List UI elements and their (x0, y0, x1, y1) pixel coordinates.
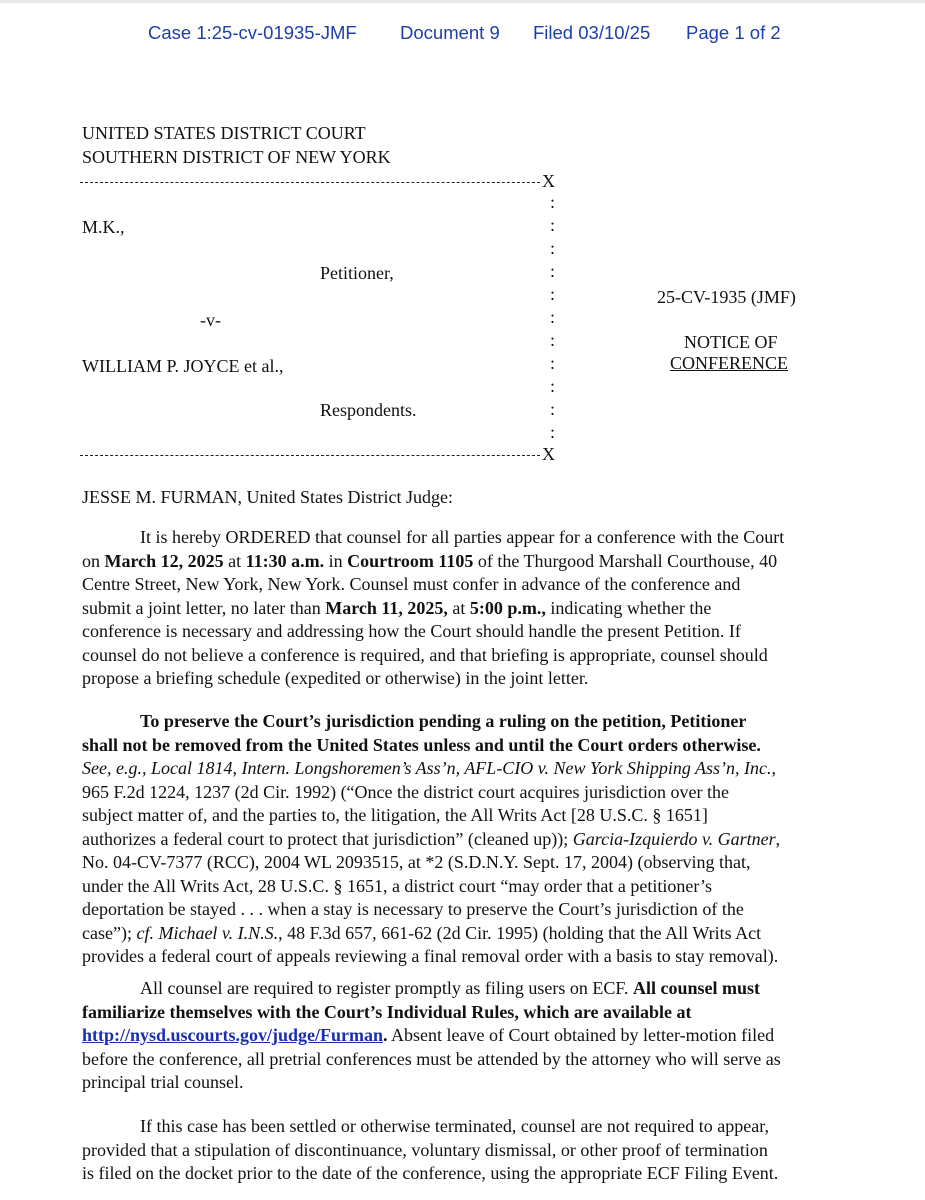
caption-colon: : (550, 192, 556, 212)
document-title-line2: CONFERENCE (670, 353, 789, 373)
caption-colon: : (550, 215, 556, 235)
conference-time: 11:30 a.m. (245, 550, 325, 571)
judge-line: JESSE M. FURMAN, United States District Judge: (82, 487, 454, 507)
header-case-number: Case 1:25-cv-01935-JMF (148, 22, 357, 43)
petitioner-name: M.K., (82, 217, 125, 237)
individual-rules-link[interactable]: http://nysd.uscourts.gov/judge/Furman (82, 1025, 384, 1045)
courtroom: Courtroom 1105 (347, 550, 474, 571)
caption-colon: : (550, 284, 556, 304)
caption-divider-bottom: X (80, 444, 555, 465)
court-name-line1: UNITED STATES DISTRICT COURT (82, 123, 366, 143)
case-number: 25-CV-1935 (JMF) (657, 287, 796, 307)
petitioner-role: Petitioner, (320, 263, 394, 283)
caption-colon: : (550, 307, 556, 327)
caption-colon: : (550, 330, 556, 350)
order-paragraph-ecf: All counsel are required to register promptly as filing users on ECF. All counsel must familiarize themselves with the Court’s Individual Rules, which are available at http://nysd.uscourts.gov/judge/Furman. Absent leave of Court obtained by letter-motion filed before the conference, all pretrial conferences must be attended by the attorney who will serve as principal trial counsel. (82, 978, 781, 1092)
order-paragraph-settlement: If this case has been settled or otherwise terminated, counsel are not required to appear, provided that a stipulation of discontinuance, voluntary dismissal, or other proof of termination is filed on the docket prior to the date of the conference, using the appropriate ECF Filing Event. (82, 1116, 779, 1183)
order-paragraph-jurisdiction: To preserve the Court’s jurisdiction pending a ruling on the petition, Petitioner shall not be removed from the United States unless and until the Court orders otherwise. See, e.g., Local 1814, Intern. Longshoremen’s Ass’n, AFL-CIO v. New York Shipping Ass’n, Inc., 965 F.2d 1224, 1237 (2d Cir. 1992) (“Once the district court acquires jurisdiction over the subject matter of, and the parties to, the litigation, the All Writs Act [28 U.S.C. § 1651] authorizes a federal court to protect that jurisdiction” (cleaned up)); Garcia-Izquierdo v. Gartner, No. 04-CV-7377 (RCC), 2004 WL 2093515, at *2 (S.D.N.Y. Sept. 17, 2004) (observing that, under the All Writs Act, 28 U.S.C. § 1651, a district court “may order that a petitioner’s deportation be stayed . . . when a stay is necessary to preserve the Court’s jurisdiction of the case”); cf. Michael v. I.N.S., 48 F.3d 657, 661-62 (2d Cir. 1995) (holding that the All Writs Act provides a federal court of appeals reviewing a final removal order with a basis to stay removal). (82, 711, 781, 966)
header-filed-date: Filed 03/10/25 (533, 22, 651, 43)
caption-colon: : (550, 238, 556, 258)
caption-colon: : (550, 376, 556, 396)
caption-divider-top: X (80, 171, 555, 192)
header-page-count: Page 1 of 2 (686, 22, 781, 43)
letter-deadline-date: March 11, 2025, (325, 597, 448, 618)
respondent-name: WILLIAM P. JOYCE et al., (82, 356, 284, 376)
caption-colon: : (550, 353, 556, 373)
conference-date: March 12, 2025 (104, 550, 224, 571)
caption-colon: : (550, 399, 556, 419)
court-name-line2: SOUTHERN DISTRICT OF NEW YORK (82, 147, 391, 167)
respondent-role: Respondents. (320, 400, 417, 420)
order-paragraph-conference: It is hereby ORDERED that counsel for all parties appear for a conference with the Court on March 12, 2025 at 11:30 a.m. in Courtroom 1105 of the Thurgood Marshall Courthouse, 40 Centre Street, New York, New York. Counsel must confer in advance of the conference and submit a joint letter, no later than March 11, 2025, at 5:00 p.m., indicating whether the conference is necessary and addressing how the Court should handle the present Petition. If counsel do not believe a conference is required, and that briefing is appropriate, counsel should propose a briefing schedule (expedited or otherwise) in the joint letter. (82, 527, 785, 688)
letter-deadline-time: 5:00 p.m., (469, 597, 546, 618)
caption-colon: : (550, 422, 556, 442)
versus-label: -v- (200, 310, 221, 330)
top-border (0, 0, 925, 3)
caption-colon: : (550, 261, 556, 281)
document-title-line1: NOTICE OF (684, 332, 778, 352)
header-document-number: Document 9 (400, 22, 500, 43)
